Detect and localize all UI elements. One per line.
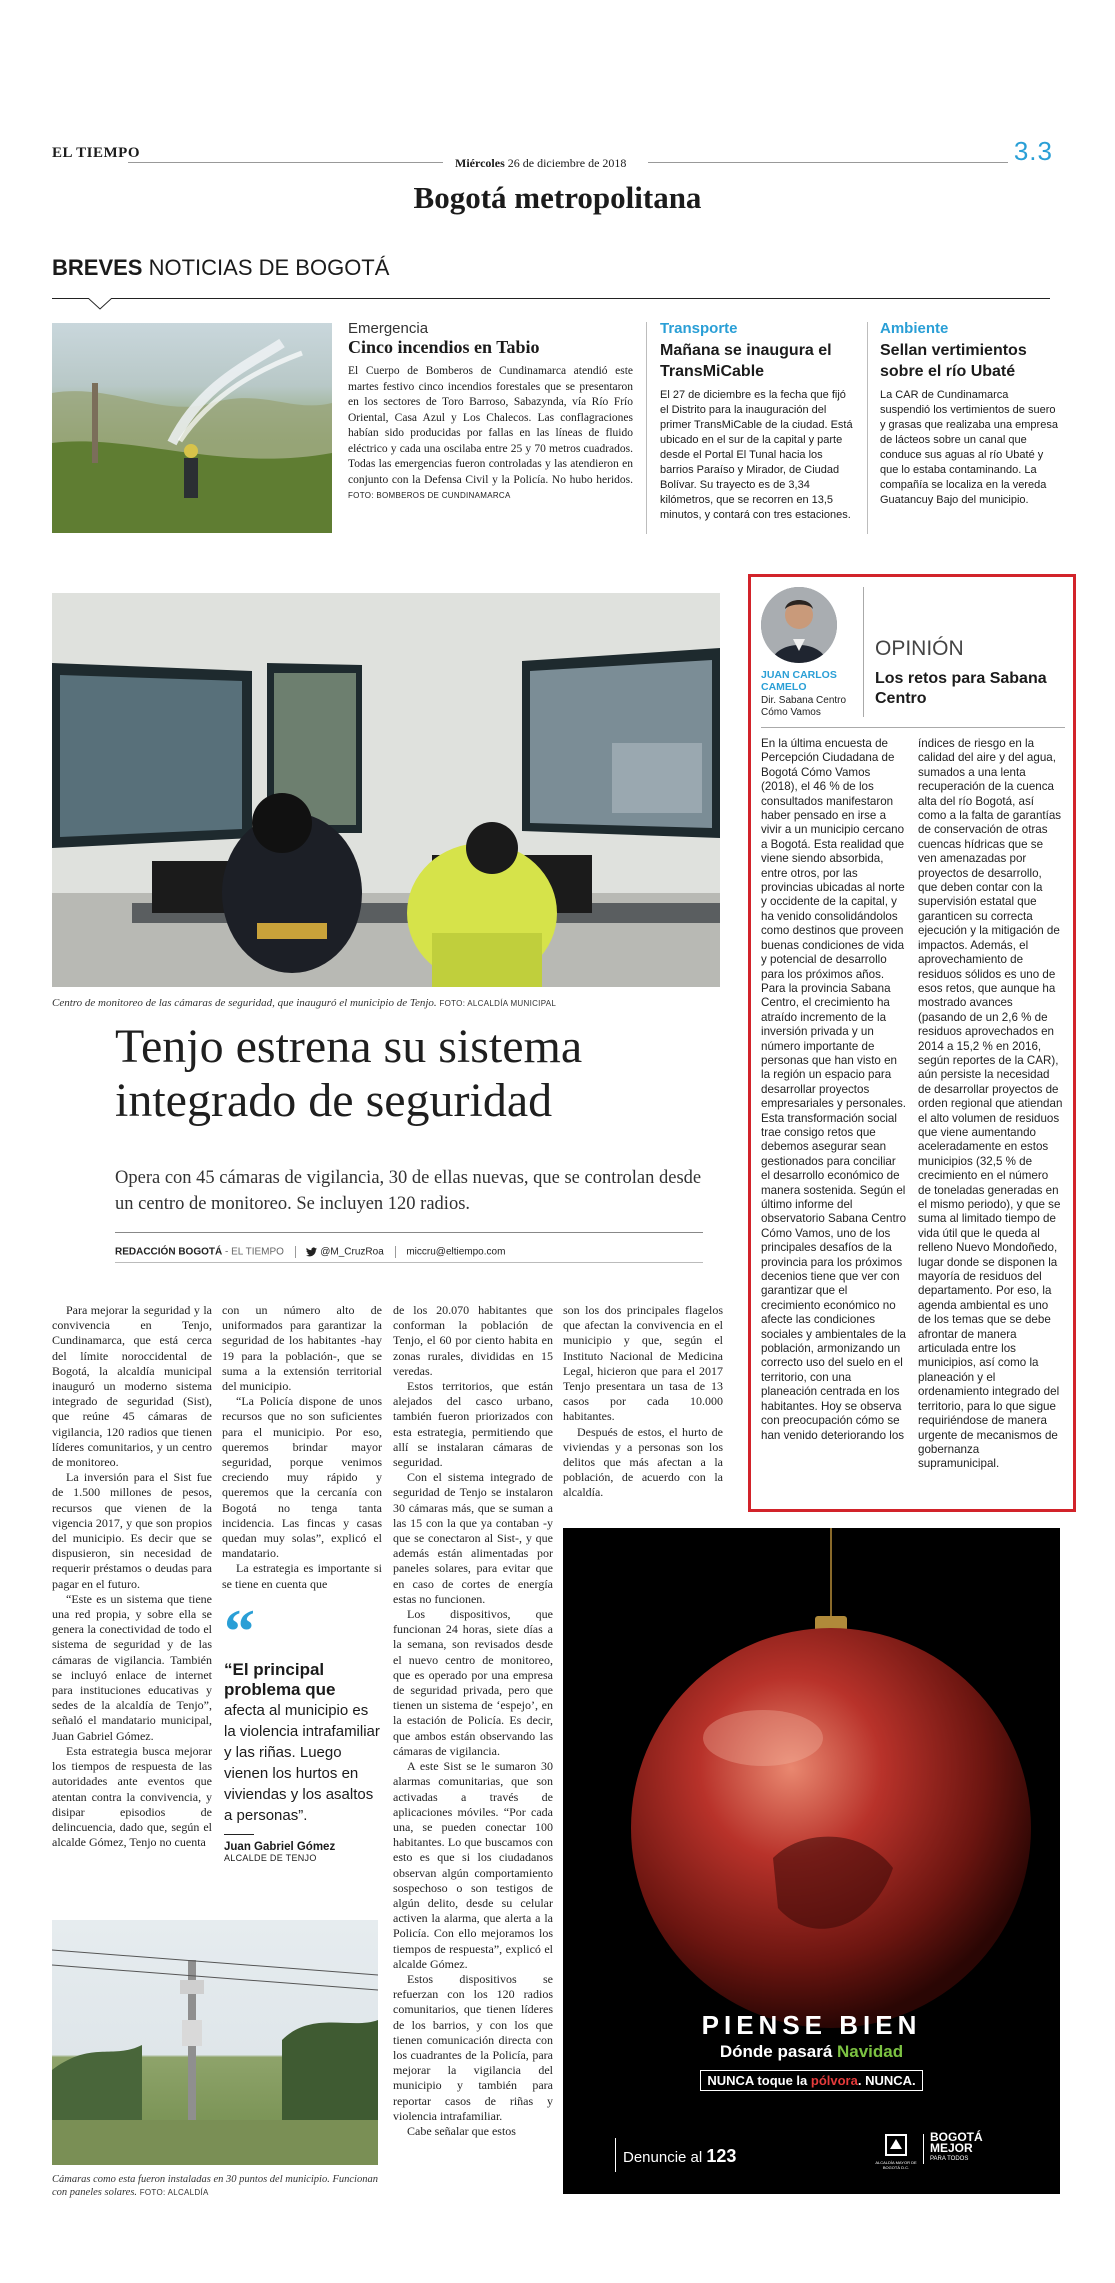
breve-1-credit: FOTO: BOMBEROS DE CUNDINAMARCA <box>348 491 511 500</box>
breve-2-category: Transporte <box>660 320 738 337</box>
body-paragraph: La estrategia es importante si se tiene en cuenta que <box>222 1561 382 1591</box>
ad-warning-box <box>700 2070 922 2091</box>
ad-warning-c: . NUNCA. <box>857 2073 916 2088</box>
body-paragraph: Estos territorios, que están alejados del casco urbano, también fueron priorizados con esta estrategia, permitiendo que allí se instalaran cámaras de seguridad. <box>393 1379 553 1470</box>
date-rest: 26 de diciembre de 2018 <box>507 156 627 170</box>
breve-1 <box>348 320 633 504</box>
opinion-title: Los retos para Sabana Centro <box>875 670 1047 707</box>
breve-1-title: Cinco incendios en Tabio <box>348 337 540 357</box>
body-paragraph: de los 20.070 habitantes que conforman la población de Tenjo, el 60 por ciento habita en zonas rurales, divididas en 15 veredas. <box>393 1303 553 1378</box>
ad-denuncie-bar <box>615 2138 616 2172</box>
camera-pole-scene-icon <box>52 1920 378 2165</box>
breve-3-category: Ambiente <box>880 320 949 337</box>
body-paragraph: A este Sist se le sumaron 30 alarmas comunitarias, que son activadas a través de aplicaciones móviles. “Por cada una, se pueden conectar 100 habitantes. Lo que buscamos con esto es que si los ciudadanos observan algún comportamiento sospechoso o son testigos de algún delito, desde su celular activen la alarma, que alerta a la Policía. Con ello mejoramos los tiempos de respuesta”, explicó el alcalde Gómez. <box>393 1759 553 1971</box>
main-dek: Opera con 45 cámaras de vigilancia, 30 de ellas nuevas, que se controlan desde un centro de monitoreo. Se incluyen 120 radios. <box>115 1168 702 1214</box>
breve-3-text: La CAR de Cundinamarca suspendió los vertimientos de suero y grasas que realizaba una empresa de lácteos sobre un canal que conduce sus aguas al río Ubaté y que lo estaba contaminando. La compañía se localiza en la vereda Guatancuy Bajo del municipio. <box>880 389 1058 506</box>
body-paragraph: Los dispositivos, que funcionan 24 horas, siete días a la semana, son revisados desde el nuevo centro de monitoreo, que es operado por una empresa de seguridad privada, pero que tienen un sistema de ‘espejo’, en la estación de Policía. Es decir, que ambos están observando las cámaras de vigilancia. <box>393 1607 553 1758</box>
breve-2 <box>660 320 855 523</box>
monitoring-room-scene-icon <box>52 593 720 987</box>
body-column-1 <box>52 1303 212 1850</box>
camera-pole-photo <box>52 1920 378 2165</box>
byline-author: REDACCIÓN BOGOTÁ <box>115 1246 223 1258</box>
logo-bot: PARA TODOS <box>930 2156 969 2162</box>
author-avatar <box>761 587 837 663</box>
breves-pointer-icon <box>88 298 112 310</box>
second-photo-caption <box>52 2173 378 2199</box>
header-rule-right <box>648 162 1008 163</box>
quote-rule <box>224 1834 254 1835</box>
breve-2-text: El 27 de diciembre es la fecha que fijó el Distrito para la inauguración del primer TransMiCable de la ciudad. Está ubicado en el sur de la capital y parte desde el Portal El Tunal hacia los barrios Paraíso y Mirador, de Ciudad Bolívar. Su trayecto es de 3,34 kilómetros, que se recorren en 13,5 minutos, y contará con tres estaciones. <box>660 389 853 521</box>
byline-rule <box>115 1232 703 1233</box>
body-paragraph: son los dos principales flagelos que afectan la convivencia en el municipio y que, según el Instituto Nacional de Medicina Legal, hicieron que para el 2017 Tenjo presentara un tasa de 13 casos por cada 10.000 habitantes. <box>563 1303 723 1424</box>
ad-number: 123 <box>706 2146 737 2166</box>
ad-subline <box>563 2042 1060 2062</box>
body-paragraph: Después de estos, el hurto de viviendas y a personas son los delitos que más afectan a la población, de acuerdo con la alcaldía. <box>563 1424 723 1500</box>
ad-logo-divider <box>923 2134 924 2164</box>
opinion-kicker: OPINIÓN <box>875 637 964 660</box>
second-photo-credit: FOTO: ALCALDÍA <box>139 2188 209 2197</box>
breve-1-body <box>348 364 633 504</box>
bogota-mejor-logo <box>930 2132 983 2165</box>
breves-divider-2 <box>867 322 868 534</box>
byline-rule-bottom <box>115 1262 703 1263</box>
logo-mid: MEJOR <box>930 2141 973 2155</box>
ad-denuncie-text: Denuncie al <box>623 2149 703 2166</box>
main-photo-caption <box>52 997 556 1009</box>
quote-lead: “El principal problema que <box>224 1660 336 1699</box>
ad-subline-pre: Dónde pasará <box>719 2042 837 2061</box>
breves-rest: NOTICIAS DE BOGOTÁ <box>148 255 390 280</box>
page-number: 3.3 <box>1013 136 1053 166</box>
body-paragraph: “La Policía dispone de unos recursos que no son suficientes para el municipio. Por eso, queremos brindar mayor seguridad, porque venimos creciendo muy rápido y queremos que la cercanía con Bogotá no tenga tanta incidencia. Las fincas y casas quedan muy solas”, explicó el mandatario. <box>222 1394 382 1561</box>
christmas-ornament-icon <box>563 1528 1060 2194</box>
body-paragraph: Estos dispositivos se refuerzan con los 120 radios comunitarios, que tienen líderes de los barrios, y con los que tienen comunicación directa con los cuadrantes de la Policía, para mejorar la vigilancia del municipio y también para reportar casos de riñas y violencia intrafamiliar. <box>393 1971 553 2123</box>
author-portrait-icon <box>761 587 837 663</box>
body-paragraph: Esta estrategia busca mejorar los tiempos de respuesta de las autoridades ante eventos que atentan contra la convivencia, y disipar episodios de delincuencia, dado que, según el alcalde Gómez, Tenjo no cuenta <box>52 1743 212 1850</box>
advertisement <box>563 1528 1060 2194</box>
breves-label <box>52 255 389 281</box>
opinion-column-1: En la última encuesta de Percepción Ciudadana de Bogotá Cómo Vamos (2018), el 46 % de los consultados manifestaron haber pensado en irse a vivir a un municipio cercano a Bogotá. Esta realidad que viene siendo absorbida, entre otros, por las provincias ubicadas al norte y occidente de la capital, y ha venido consolidándolos como destinos que proveen buenas condiciones de vida y potencial de desarrollo para los próximos años. Para la provincia Sabana Centro, el crecimiento ha atraído incremento de la inversión privada y un número importante de personas que han visto en la región un espacio para desarrollar proyectos empresariales y personales. Esta transformación social trae consigo retos que debemos asegurar sean gestionados para conciliar el desarrollo económico de manera sostenida. Según el último informe del observatorio Sabana Centro Cómo Vamos, uno de los principales desafíos de la provincia para los próximos decenios tiene que ver con garantizar que el crecimiento económico no afecte las condiciones sociales y ambientales de la población, armonizando un correcto uso del suelo en el territorio, con una planeación centrada en los habitantes. Hoy se observa con preocupación cómo se han venido deteriorando los <box>761 737 907 1442</box>
byline-outlet: - EL TIEMPO <box>222 1246 284 1258</box>
pull-quote <box>224 1598 382 1863</box>
opinion-column-2: índices de riesgo en la calidad del aire y del agua, sumados a una lenta recuperación de la cuenca alta del río Bogotá, así como a la falta de garantías de conservación de otras cuencas hídricas que se ven amenazadas por proyectos de desarrollo, que deben contar con la supervisión estatal que garanticen su correcta ejecución y la mitigación de impactos. Además, el aprovechamiento de residuos sólidos es uno de esos retos, que aunque ha mostrado avances (pasando de un 2,6 % de residuos aprovechados en 2014 a 15,2 % en 2016, según reportes de la CAR), aún persiste la necesidad de desarrollar proyectos de orden regional que atiendan el alto volumen de residuos que viene aumentando aceleradamente en estos municipios (32,5 % de crecimiento en el número de toneladas generadas en el mismo periodo), y que se suma al limitado tiempo de vida útil que le queda al relleno Nuevo Mondoñedo, lugar donde se disponen la mayoría de residuos del departamento. Por eso, la agenda ambiental es uno de los temas que se debe afrontar de manera articulada entre los municipios, así como la planeación y el ordenamiento integrado del territorio, para lo que sigue requiriéndose de manera urgente de mecanismos de gobernanza supramunicipal. <box>918 737 1063 1471</box>
date-day: Miércoles <box>455 156 505 170</box>
breve-1-text: El Cuerpo de Bomberos de Cundinamarca atendió este martes festivo cinco incendios forestales que se presentaron en los sectores de Toro Barroso, Sabazynda, vía Río Frío Oriental, Casa Azul y Los Chalecos. Las conflagraciones habían sido producidas por fallas en las líneas de fluido eléctrico y cada una oscilaba entre 25 y 70 metros cuadrados. Todas las emergencias fueron controladas y las atendieron en conjunto con la Defensa Civil y la Policía. No hubo heridos. <box>348 365 633 486</box>
newspaper-brand: EL TIEMPO <box>52 145 140 161</box>
body-column-3 <box>393 1303 553 2139</box>
breves-divider-1 <box>646 322 647 534</box>
second-photo-caption-text: Cámaras como esta fueron instaladas en 30 puntos del municipio. Funcionan con paneles solares. <box>52 2174 378 2198</box>
breve-3-title: Sellan vertimientos sobre el río Ubaté <box>880 342 1027 380</box>
breves-bold: BREVES <box>52 255 143 280</box>
date-line <box>455 156 626 171</box>
section-title: Bogotá metropolitana <box>413 180 702 215</box>
body-paragraph: con un número alto de uniformados para garantizar la seguridad de los habitantes -hay 19 para la población-, que se suma a la extensión territorial del municipio. <box>222 1303 382 1394</box>
main-headline: Tenjo estrena su sistema integrado de seguridad <box>115 1020 583 1127</box>
ad-denuncie <box>623 2146 736 2167</box>
breve-fire-photo <box>52 323 332 533</box>
opinion-divider <box>863 587 864 717</box>
breve-3 <box>880 320 1058 508</box>
quote-author: Juan Gabriel Gómez <box>224 1841 336 1853</box>
quote-author-role: ALCALDE DE TENJO <box>224 1853 317 1863</box>
ad-headline: PIENSE BIEN <box>701 2010 922 2040</box>
body-paragraph: Para mejorar la seguridad y la convivencia en Tenjo, Cundinamarca, que está cerca del límite noroccidental de Bogotá, la alcaldía municipal inauguró un moderno sistema integrado de seguridad (Sist), que reúne 45 cámaras de vigilancia, 120 radios que tienen líderes comunitarios, y un centro de monitoreo. <box>52 1303 212 1470</box>
ad-warning-b: pólvora <box>810 2073 858 2088</box>
breve-1-category: Emergencia <box>348 320 429 337</box>
opinion-author-role: Dir. Sabana Centro Cómo Vamos <box>761 695 847 718</box>
quote-mark-icon: “ <box>224 1598 255 1666</box>
firefighter-scene-icon <box>52 323 332 533</box>
byline-bar <box>115 1246 505 1258</box>
body-paragraph: Con el sistema integrado de seguridad de Tenjo se instalaron 30 cámaras más, que se suman a las 15 con la que ya contaban -y que se conectaron al Sist-, y que además están alimentadas por paneles solares, para evitar que en caso de cortes de energía estas no funcionen. <box>393 1470 553 1606</box>
byline-twitter[interactable]: @M_CruzRoa <box>320 1246 384 1258</box>
body-paragraph: Cabe señalar que estos <box>407 2123 516 2138</box>
bogota-coat-of-arms-icon <box>883 2132 909 2158</box>
body-column-4 <box>563 1303 723 1501</box>
breve-2-title: Mañana se inaugura el TransMiCable <box>660 342 832 380</box>
ad-alcaldia: ALCALDÍA MAYOR DE BOGOTÁ D.C. <box>875 2160 917 2170</box>
opinion-rule <box>761 727 1065 728</box>
twitter-icon <box>306 1247 317 1257</box>
body-paragraph: La inversión para el Sist fue de 1.500 millones de pesos, recursos que vienen de la vigencia 2017, y que son propios del municipio. Es decir que se dispusieron, sin necesidad de requerir préstamos o deudas para pagar en el futuro. <box>52 1470 212 1591</box>
ad-warning-a: NUNCA toque la <box>707 2073 811 2088</box>
ad-subline-accent: Navidad <box>837 2042 904 2061</box>
opinion-author: JUAN CARLOS CAMELO <box>761 669 837 693</box>
main-photo-credit: FOTO: ALCALDÍA MUNICIPAL <box>439 999 557 1008</box>
breves-rule <box>52 298 1050 299</box>
logo-top: BOGOTÁ <box>930 2130 983 2144</box>
main-photo-caption-text: Centro de monitoreo de las cámaras de seguridad, que inauguró el municipio de Tenjo. <box>52 997 437 1009</box>
ad-warning <box>563 2070 1060 2091</box>
byline-sep-2 <box>395 1246 396 1258</box>
body-paragraph: “Este es un sistema que tiene una red propia, y sobre ella se genera la conectividad de todo el sistema de seguridad y de las cámaras de vigilancia. También se incluyó enlace de internet para instituciones educativas y sedes de la alcaldía de Tenjo”, señaló el mandatario municipal, Juan Gabriel Gómez. <box>52 1591 212 1743</box>
byline-email[interactable]: miccru@eltiempo.com <box>406 1246 506 1258</box>
byline-sep-1 <box>295 1246 296 1258</box>
body-column-2 <box>222 1303 382 1592</box>
monitoring-center-photo <box>52 593 720 987</box>
quote-body: afecta al municipio es la violencia intrafamiliar y las riñas. Luego vienen los hurtos en viviendas y los asaltos a personas”. <box>224 1702 380 1824</box>
opinion-box <box>748 574 1076 1512</box>
header-rule-left <box>128 162 443 163</box>
